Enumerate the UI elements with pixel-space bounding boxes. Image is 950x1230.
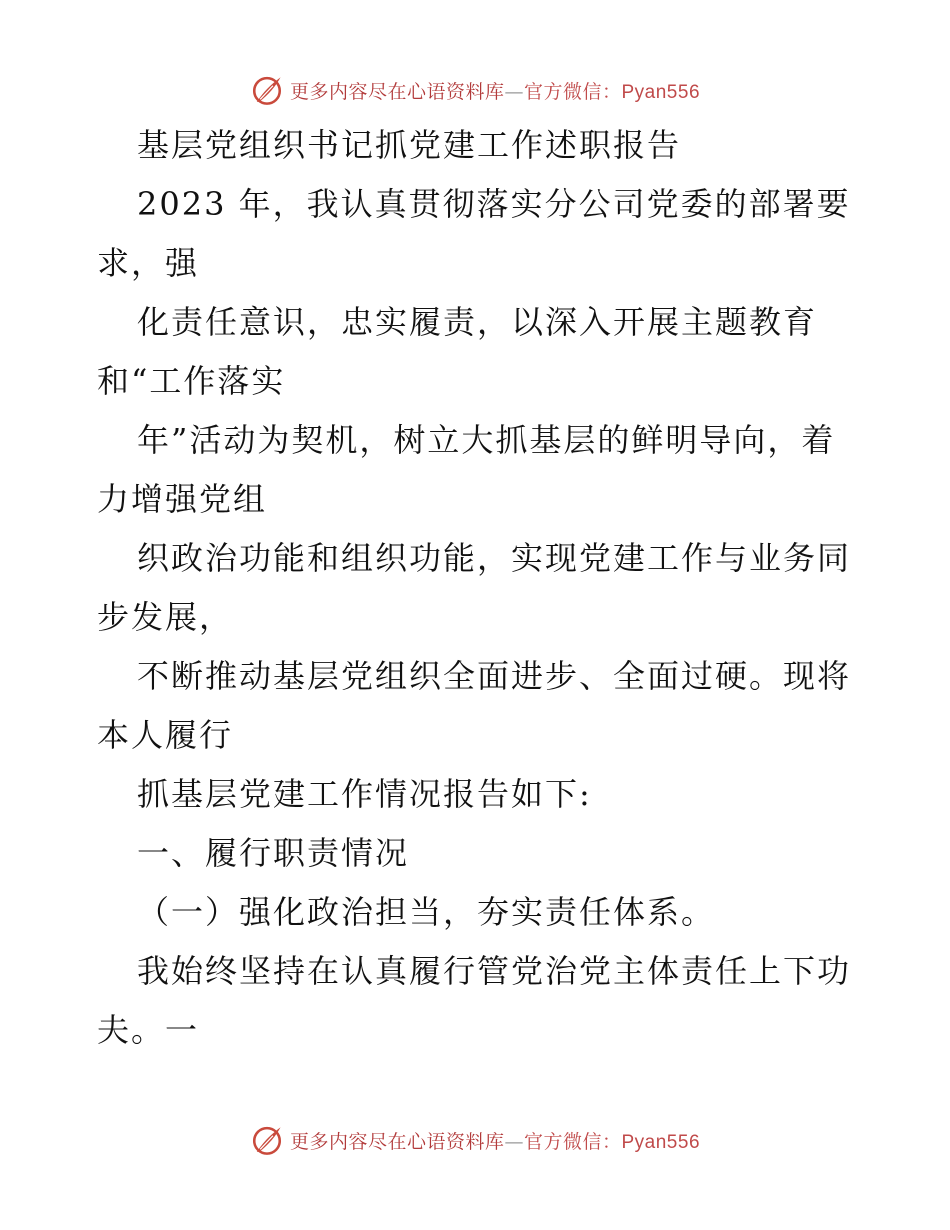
document-body bbox=[97, 116, 857, 1060]
banner-text: 更多内容尽在心语资料库—官方微信：Pyan556 bbox=[289, 80, 701, 103]
paragraph-line: 抓基层党建工作情况报告如下: bbox=[137, 775, 592, 813]
quill-pen-logo-icon bbox=[250, 1123, 284, 1157]
paragraph-line: 求，强 bbox=[97, 244, 200, 282]
paragraph-line: 和“工作落实 bbox=[97, 362, 286, 400]
paragraph-line: 本人履行 bbox=[97, 716, 234, 754]
footer-banner bbox=[0, 1120, 950, 1160]
paragraph-line: 织政治功能和组织功能，实现党建工作与业务同 bbox=[137, 539, 852, 577]
header-banner bbox=[0, 70, 950, 110]
paragraph-line: 夫。一 bbox=[97, 1011, 200, 1049]
section-heading: 一、履行职责情况 bbox=[137, 834, 410, 872]
paragraph-line: 我始终坚持在认真履行管党治党主体责任上下功 bbox=[137, 952, 852, 990]
paragraph-line: 不断推动基层党组织全面进步、全面过硬。现将 bbox=[137, 657, 852, 695]
paragraph-line: 力增强党组 bbox=[97, 480, 268, 518]
paragraph-line: 2023 年，我认真贯彻落实分公司党委的部署要 bbox=[137, 185, 851, 223]
document-title: 基层党组织书记抓党建工作述职报告 bbox=[137, 126, 682, 164]
paragraph-line: 年”活动为契机，树立大抓基层的鲜明导向，着 bbox=[137, 421, 836, 459]
paragraph-line: 化责任意识，忠实履责，以深入开展主题教育 bbox=[137, 303, 818, 341]
paragraph-line: 步发展， bbox=[97, 598, 234, 636]
subsection-heading: （一）强化政治担当，夯实责任体系。 bbox=[137, 893, 716, 931]
banner-text: 更多内容尽在心语资料库—官方微信：Pyan556 bbox=[289, 1130, 701, 1153]
quill-pen-logo-icon bbox=[250, 73, 284, 107]
